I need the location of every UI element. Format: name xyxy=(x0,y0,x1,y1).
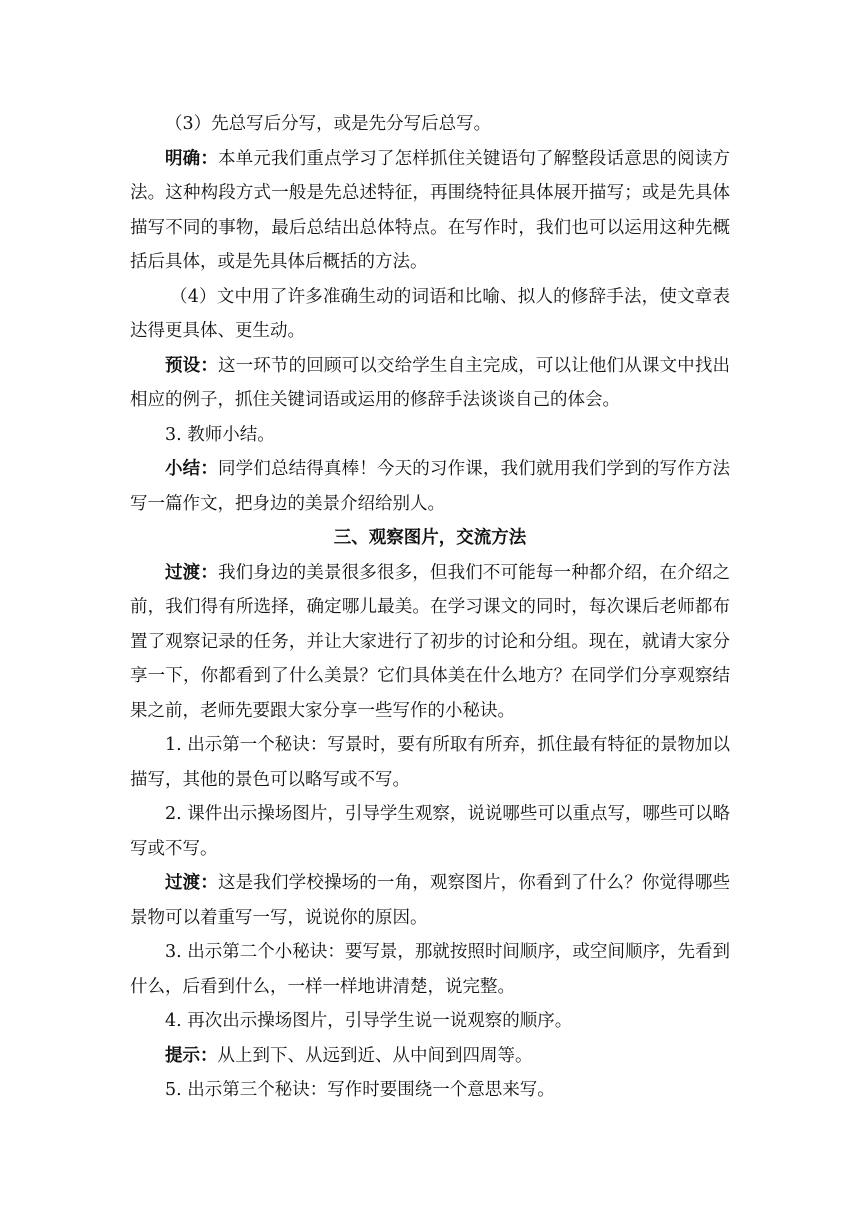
paragraph-label: 过渡： xyxy=(165,562,218,583)
paragraph-summary-structure xyxy=(130,107,730,142)
paragraph-conclusion xyxy=(130,452,730,521)
paragraph-transition-2 xyxy=(130,866,730,935)
paragraph-text: 同学们总结得真棒！今天的习作课，我们就用我们学到的写作方法写一篇作文，把身边的美景介绍给别人。 xyxy=(130,459,730,514)
paragraph-text: 3. 出示第二个小秘诀：要写景，那就按照时间顺序，或空间顺序，先看到什么，后看到什么，一样一样地讲清楚，说完整。 xyxy=(130,942,730,997)
paragraph-text: （3）先总写后分写，或是先分写后总写。 xyxy=(165,114,492,134)
paragraph-text: 4. 再次出示操场图片，引导学生说一说观察的顺序。 xyxy=(165,1011,573,1031)
paragraph-text: 5. 出示第三个秘诀：写作时要围绕一个意思来写。 xyxy=(165,1080,555,1100)
paragraph-text: （4）文中用了许多准确生动的词语和比喻、拟人的修辞手法，使文章表达得更具体、更生动。 xyxy=(130,286,730,341)
paragraph-text: 这一环节的回顾可以交给学生自主完成，可以让他们从课文中找出相应的例子，抓住关键词语或运用的修辞手法谈谈自己的体会。 xyxy=(130,355,730,410)
paragraph-text: 1. 出示第一个秘诀：写景时，要有所取有所弃，抓住最有特征的景物加以描写，其他的景色可以略写或不写。 xyxy=(130,735,730,790)
paragraph-hint xyxy=(130,1039,730,1074)
paragraph-text: 我们身边的美景很多很多，但我们不可能每一种都介绍，在介绍之前，我们得有所选择，确定哪儿最美。在学习课文的同时，每次课后老师都布置了观察记录的任务，并让大家进行了初步的讨论和分组。现在，就请大家分享一下，你都看到了什么美景？它们具体美在什么地方？在同学们分享观察结果之前，老师先要跟大家分享一些写作的小秘诀。 xyxy=(130,562,730,721)
paragraph-secret-2 xyxy=(130,935,730,1004)
paragraph-text: 2. 课件出示操场图片，引导学生观察，说说哪些可以重点写，哪些可以略写或不写。 xyxy=(130,804,730,859)
section-heading: 三、观察图片，交流方法 xyxy=(333,528,527,548)
paragraph-observe-order xyxy=(130,1004,730,1039)
paragraph-teacher-summary xyxy=(130,418,730,453)
paragraph-label: 明确： xyxy=(165,148,218,169)
paragraph-label: 预设： xyxy=(165,355,218,376)
paragraph-clarify xyxy=(130,142,730,280)
paragraph-preset xyxy=(130,349,730,418)
paragraph-text: 3. 教师小结。 xyxy=(165,424,275,445)
paragraph-text: 本单元我们重点学习了怎样抓住关键语句了解整段话意思的阅读方法。这种构段方式一般是先总述特征，再围绕特征具体展开描写；或是先具体描写不同的事物，最后总结出总体特点。在写作时，我们也可以运用这种先概括后具体，或是先具体后概括的方法。 xyxy=(130,148,730,272)
paragraph-label: 提示： xyxy=(165,1045,218,1066)
paragraph-secret-1 xyxy=(130,728,730,797)
paragraph-label: 过渡： xyxy=(165,873,218,893)
paragraph-transition-1 xyxy=(130,556,730,729)
document-body xyxy=(130,107,730,1108)
paragraph-secret-3 xyxy=(130,1073,730,1108)
paragraph-label: 小结： xyxy=(165,459,218,479)
paragraph-show-picture xyxy=(130,797,730,866)
paragraph-rhetoric xyxy=(130,280,730,349)
paragraph-text: 从上到下、从远到近、从中间到四周等。 xyxy=(217,1045,533,1066)
paragraph-text: 这是我们学校操场的一角，观察图片，你看到了什么？你觉得哪些景物可以着重写一写，说说你的原因。 xyxy=(130,873,730,928)
